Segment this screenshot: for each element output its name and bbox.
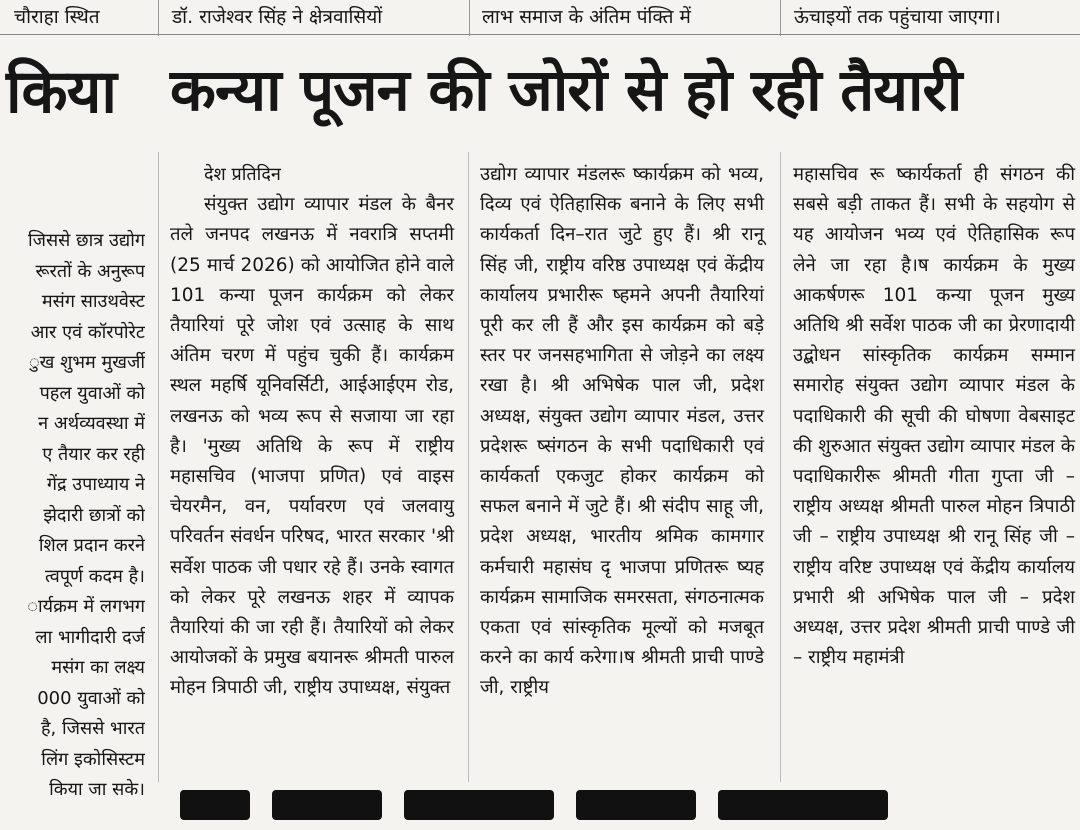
left-line: रूरतों के अनुरूप [35, 260, 145, 282]
article-column-2 [480, 160, 764, 704]
left-line: ए तैयार कर रही [42, 443, 145, 465]
column-divider [780, 152, 781, 782]
column-divider [469, 0, 470, 36]
left-article-column [0, 226, 145, 806]
left-line: ुख शुभम मुखर्जी [28, 352, 145, 373]
next-headline-fragment [180, 790, 1000, 830]
column-divider [158, 152, 159, 782]
column-divider [780, 0, 781, 36]
main-headline: कन्या पूजन की जोरों से हो रही तैयारी [170, 56, 962, 124]
headline-fragment-shape [180, 790, 250, 820]
left-line: ार्यक्रम में लगभग [27, 596, 145, 617]
left-line: त्वपूर्ण कदम है। [45, 565, 145, 587]
top-strip-text-2: डॉ. राजेश्वर सिंह ने क्षेत्रवासियों [172, 6, 383, 28]
left-line: शिल प्रदान करने [38, 535, 145, 556]
left-line: किया जा सके। [49, 779, 145, 800]
left-line: पहल युवाओं को [39, 382, 145, 404]
left-line: ला भागीदारी दर्ज [35, 626, 145, 648]
left-article-headline: किया [6, 57, 116, 127]
left-line: 000 युवाओं को [37, 687, 145, 709]
left-line: आर एवं कॉरपोरेट [30, 321, 145, 343]
headline-fragment-shape [272, 790, 382, 820]
top-strip-text-3: लाभ समाज के अंतिम पंक्ति में [482, 6, 691, 28]
column-divider [158, 0, 159, 36]
left-line: गेंद्र उपाध्याय ने [46, 474, 145, 495]
left-line: जिससे छात्र उद्योग [27, 230, 145, 251]
headline-fragment-shape [576, 790, 696, 820]
article-column-1 [170, 160, 454, 704]
left-line: झेदारी छात्रों को [43, 504, 145, 526]
left-line: है, जिससे भारत [40, 718, 145, 739]
left-line: मसंग का लक्ष्य [51, 657, 145, 678]
article-body-2: उद्योग व्यापार मंडलरू ष्कार्यक्रम को भव्य, दिव्य एवं ऐतिहासिक बनाने के लिए सभी कार्यकर्ता दिन–रात जुटे हुए हैं। श्री रानू सिंह जी, राष्ट्रीय वरिष्ठ उपाध्यक्ष एवं केंद्रीय कार्यालय प्रभारीरू ष्हमने अपनी तैयारियां पूरी कर ली हैं और इस कार्यक्रम को बड़े स्तर पर जनसहभागिता से जोड़ने का लक्ष्य रखा है। श्री अभिषेक पाल जी, प्रदेश अध्यक्ष, संयुक्त उद्योग व्यापार मंडल, उत्तर प्रदेशरू ष्संगठन के सभी पदाधिकारी एवं कार्यकर्ता एकजुट होकर कार्यक्रम को सफल बनाने में जुटे हैं। श्री संदीप साहू जी, प्रदेश अध्यक्ष, भारतीय श्रमिक कामगार कर्मचारी महासंघ दृ भाजपा प्रणितरू ष्यह कार्यक्रम सामाजिक समरसता, संगठनात्मक एकता एवं सांस्कृतिक मूल्यों को मजबूत करने का कार्य करेगा।ष श्रीमती प्राची पाण्डे जी, राष्ट्रीय [480, 164, 764, 699]
top-rule [0, 34, 1080, 35]
article-body-3: महासचिव रू ष्कार्यकर्ता ही संगठन की सबसे बड़ी ताकत हैं। सभी के सहयोग से यह आयोजन भव्य एवं ऐतिहासिक रूप लेने जा रहा है।ष कार्यक्रम के मुख्य आकर्षणरू 101 कन्या पूजन मुख्य अतिथि श्री सर्वेश पाठक जी का प्रेरणादायी उद्बोधन सांस्कृतिक कार्यक्रम सम्मान समारोह संयुक्त उद्योग व्यापार मंडल के पदाधिकारी की सूची की घोषणा वेबसाइट की शुरुआत संयुक्त उद्योग व्यापार मंडल के पदाधिकारीरू श्रीमती गीता गुप्ता जी – राष्ट्रीय अध्यक्ष श्रीमती पारुल मोहन त्रिपाठी जी – राष्ट्रीय उपाध्यक्ष श्री रानू सिंह जी – राष्ट्रीय वरिष्ट उपाध्यक्ष एवं केंद्रीय कार्यालय प्रभारी श्री अभिषेक पाल जी – प्रदेश अध्यक्ष, उत्तर प्रदेश श्रीमती प्राची पाण्डे जी – राष्ट्रीय महामंत्री [793, 164, 1075, 669]
left-line: लिंग इकोसिस्टम [41, 748, 145, 770]
left-line: न अर्थव्यवस्था में [38, 413, 145, 434]
top-strip-text-4: ऊंचाइयों तक पहुंचाया जाएगा। [794, 6, 1001, 28]
headline-fragment-shape [718, 790, 888, 820]
dateline: देश प्रतिदिन [204, 164, 281, 185]
headline-fragment-shape [404, 790, 554, 820]
article-column-3 [793, 160, 1075, 673]
top-strip-text-1: चौराहा स्थित [14, 6, 100, 28]
article-body-1: संयुक्त उद्योग व्यापार मंडल के बैनर तले जनपद लखनऊ में नवरात्रि सप्तमी (25 मार्च 2026) को आयोजित होने वाले 101 कन्या पूजन कार्यक्रम को लेकर तैयारियां पूरे जोश एवं उत्साह के साथ अंतिम चरण में पहुंच चुकी हैं। कार्यक्रम स्थल महर्षि यूनिवर्सिटी, आईआईएम रोड, लखनऊ को भव्य रूप से सजाया जा रहा है। 'मुख्य अतिथि के रूप में राष्ट्रीय महासचिव (भाजपा प्रणित) एवं वाइस चेयरमैन, वन, पर्यावरण एवं जलवायु परिवर्तन संवर्धन परिषद, भारत सरकार 'श्री सर्वेश पाठक जी पधार रहे हैं। उनके स्वागत को लेकर पूरे लखनऊ शहर में व्यापक तैयारियां की जा रही हैं। तैयारियों को लेकर आयोजकों के प्रमुख बयानरू श्रीमती पारुल मोहन त्रिपाठी जी, राष्ट्रीय उपाध्यक्ष, संयुक्त [170, 194, 454, 699]
column-divider [468, 152, 469, 782]
left-line: मसंग साउथवेस्ट [41, 291, 145, 312]
